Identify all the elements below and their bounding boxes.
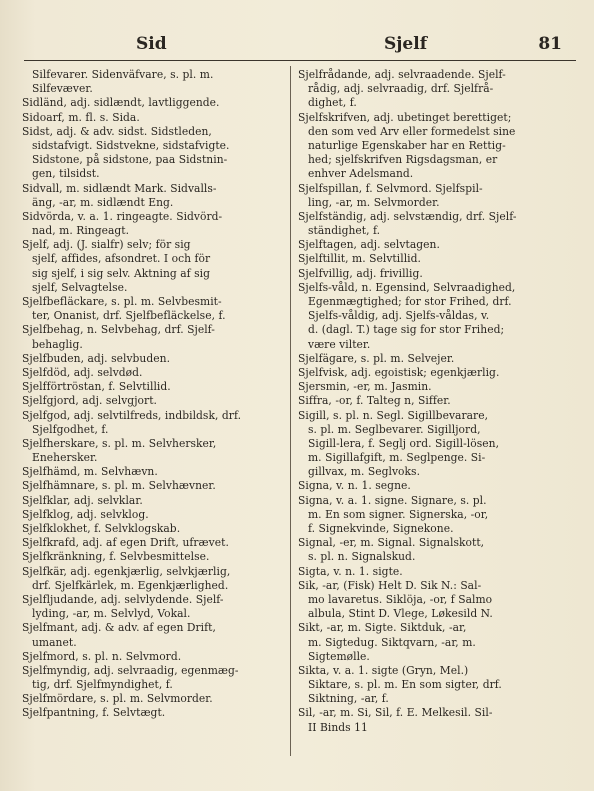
dictionary-line: Sjersmin, -er, m. Jasmin.	[298, 380, 432, 394]
dictionary-line: Siktare, s. pl. m. En som sigter, drf.	[308, 678, 502, 692]
header-rule	[24, 60, 576, 61]
column-divider	[290, 66, 291, 756]
dictionary-line: nad, m. Ringeagt.	[32, 224, 130, 238]
dictionary-line: være vilter.	[308, 337, 371, 351]
dictionary-line: Sjelfbehag, n. Selvbehag, drf. Sjelf-	[22, 323, 215, 337]
page-header	[24, 34, 576, 54]
dictionary-line: sidstafvigt. Sidstvekne, sidstafvigte.	[32, 138, 230, 152]
dictionary-line: Sjelfhämd, m. Selvhævn.	[22, 465, 158, 479]
dictionary-line: enhver Adelsmand.	[308, 167, 414, 181]
dictionary-line: Sjelfmördare, s. pl. m. Selvmorder.	[22, 692, 213, 706]
dictionary-line: Sjelfklar, adj. selvklar.	[22, 493, 143, 507]
dictionary-line: rådig, adj. selvraadig, drf. Sjelfrå-	[308, 82, 494, 96]
dictionary-line: f. Signekvinde, Signekone.	[308, 522, 454, 535]
dictionary-line: umanet.	[32, 635, 77, 649]
dictionary-line: hed; sjelfskrifven Rigsdagsman, er	[308, 153, 498, 167]
dictionary-line: Sjelfs-våldig, adj. Sjelfs-våldas, v.	[308, 309, 490, 323]
dictionary-line: Sjelfmord, s. pl. n. Selvmord.	[22, 649, 182, 663]
dictionary-line: tig, drf. Sjelfmyndighet, f.	[32, 678, 173, 692]
dictionary-line: Siffra, -or, f. Talteg n, Siffer.	[298, 394, 451, 408]
dictionary-line: Sjelfmyndig, adj. selvraadig, egenmæg-	[22, 663, 239, 677]
dictionary-line: Sjelfdöd, adj. selvdød.	[22, 365, 143, 379]
dictionary-line: Sjelfbuden, adj. selvbuden.	[22, 351, 171, 365]
header-middle-word: Sjelf	[384, 34, 428, 54]
dictionary-line: Sjelftillit, m. Selvtillid.	[298, 252, 421, 266]
dictionary-line: Sjelfkär, adj. egenkjærlig, selvkjærlig,	[22, 564, 231, 578]
dictionary-line: d. (dagl. T.) tage sig for stor Frihed;	[308, 323, 505, 337]
dictionary-line: Sjelfspillan, f. Selvmord. Sjelfspil-	[298, 181, 483, 195]
dictionary-line: m. Sigtedug. Siktqvarn, -ar, m.	[308, 635, 476, 649]
dictionary-line: sjelf, affides, afsondret. I och för	[32, 252, 211, 266]
dictionary-line: Sjelfbefläckare, s. pl. m. Selvbesmit-	[22, 295, 222, 308]
dictionary-line: Sidoarf, m. fl. s. Sida.	[22, 110, 140, 124]
dictionary-line: Sidvall, m. sidlændt Mark. Sidvalls-	[22, 181, 217, 195]
dictionary-line: gen, tilsidst.	[32, 167, 100, 181]
dictionary-line: Signal, -er, m. Signal. Signalskott,	[298, 536, 485, 550]
dictionary-line: Sjelfklog, adj. selvklog.	[22, 507, 149, 521]
right-column	[298, 68, 574, 735]
dictionary-line: Sidvörda, v. a. 1. ringeagte. Sidvörd-	[22, 209, 223, 223]
dictionary-line: Sjelfvisk, adj. egoistisk; egenkjærlig.	[298, 365, 500, 379]
dictionary-line: Sjelf, adj. (J. sialfr) selv; för sig	[22, 238, 191, 252]
dictionary-line: lyding, -ar, m. Selvlyd, Vokal.	[32, 607, 191, 621]
dictionary-line: Signa, v. n. 1. segne.	[298, 479, 411, 493]
dictionary-line: behaglig.	[32, 337, 83, 351]
dictionary-line: s. pl. n. Signalskud.	[308, 550, 416, 564]
dictionary-line: äng, -ar, m. sidlændt Eng.	[32, 195, 174, 209]
dictionary-line: ling, -ar, m. Selvmorder.	[308, 195, 440, 209]
dictionary-line: Sjelftagen, adj. selvtagen.	[298, 238, 440, 252]
dictionary-line: Siktning, -ar, f.	[308, 692, 389, 706]
dictionary-line: Sigill, s. pl. n. Segl. Sigillbevarare,	[298, 408, 489, 422]
dictionary-line: Sikt, -ar, m. Sigte. Siktduk, -ar,	[298, 621, 467, 635]
dictionary-line: m. Sigillafgift, m. Seglpenge. Si-	[308, 451, 486, 465]
dictionary-line: albula, Stint D. Vlege, Løkesild N.	[308, 607, 493, 621]
dictionary-line: ständighet, f.	[308, 224, 381, 238]
dictionary-line: Sjelfklokhet, f. Selvklogskab.	[22, 522, 181, 535]
dictionary-line: ter, Onanist, drf. Sjelfbefläckelse, f.	[32, 309, 226, 323]
dictionary-line: gillvax, m. Seglvoks.	[308, 465, 421, 479]
dictionary-line: Enehersker.	[32, 451, 98, 465]
dictionary-line: Sigill-lera, f. Seglj ord. Sigill-lösen,	[308, 436, 500, 450]
dictionary-line: Sjelfgod, adj. selvtilfreds, indbildsk, drf.	[22, 408, 242, 422]
dictionary-line: den som ved Arv eller formedelst sine	[308, 124, 516, 138]
dictionary-line: naturlige Egenskaber har en Rettig-	[308, 138, 506, 152]
dictionary-line: Sjelfs-våld, n. Egensind, Selvraadighed,	[298, 280, 516, 294]
dictionary-line: Sik, -ar, (Fisk) Helt D. Sik N.: Sal-	[298, 578, 482, 592]
dictionary-line: Sjelfmant, adj. & adv. af egen Drift,	[22, 621, 216, 635]
dictionary-line: Sjelfständig, adj. selvstændig, drf. Sjelf-	[298, 209, 517, 223]
dictionary-line: dighet, f.	[308, 96, 357, 110]
page-number: 81	[538, 34, 562, 54]
dictionary-line: Silfevarer. Sidenväfvare, s. pl. m.	[32, 68, 214, 81]
dictionary-line: Egenmægtighed; for stor Frihed, drf.	[308, 295, 512, 308]
dictionary-line: Sjelfvillig, adj. frivillig.	[298, 266, 423, 280]
dictionary-line: m. En som signer. Signerska, -or,	[308, 507, 489, 521]
dictionary-line: II Binds 11	[308, 720, 368, 734]
dictionary-line: Sigtemølle.	[308, 649, 370, 663]
dictionary-line: Sigta, v. n. 1. sigte.	[298, 564, 403, 578]
dictionary-line: Sikta, v. a. 1. sigte (Gryn, Mel.)	[298, 663, 469, 677]
dictionary-line: Sidländ, adj. sidlændt, lavtliggende.	[22, 96, 220, 110]
dictionary-line: sjelf, Selvagtelse.	[32, 280, 128, 294]
dictionary-line: Sjelfkränkning, f. Selvbesmittelse.	[22, 550, 210, 564]
dictionary-line: mo lavaretus. Siklöja, -or, f Salmo	[308, 592, 493, 606]
dictionary-line: Sjelfrådande, adj. selvraadende. Sjelf-	[298, 68, 506, 81]
dictionary-line: Sjelfgjord, adj. selvgjort.	[22, 394, 157, 408]
dictionary-line: Sjelfherskare, s. pl. m. Selvhersker,	[22, 436, 217, 450]
dictionary-line: s. pl. m. Seglbevarer. Sigilljord,	[308, 422, 481, 436]
dictionary-line: Sjelfpantning, f. Selvtægt.	[22, 706, 166, 720]
dictionary-line: Signa, v. a. 1. signe. Signare, s. pl.	[298, 493, 487, 507]
dictionary-line: drf. Sjelfkärlek, m. Egenkjærlighed.	[32, 578, 229, 592]
dictionary-line: Silfevæver.	[32, 82, 93, 96]
left-column	[22, 68, 287, 721]
header-left-word: Sid	[136, 34, 167, 54]
dictionary-line: Sjelfgodhet, f.	[32, 422, 109, 436]
dictionary-line: Sil, -ar, m. Si, Sil, f. E. Melkesil. Sil-	[298, 706, 493, 720]
dictionary-line: Sidst, adj. & adv. sidst. Sidstleden,	[22, 124, 212, 138]
dictionary-line: sig sjelf, i sig selv. Aktning af sig	[32, 266, 211, 280]
dictionary-line: Sjelfljudande, adj. selvlydende. Sjelf-	[22, 592, 224, 606]
dictionary-line: Sjelfägare, s. pl. m. Selvejer.	[298, 351, 455, 365]
dictionary-line: Sjelfhämnare, s. pl. m. Selvhævner.	[22, 479, 216, 493]
dictionary-line: Sjelfkrafd, adj. af egen Drift, ufrævet.	[22, 536, 229, 550]
dictionary-line: Sjelfskrifven, adj. ubetinget berettiget;	[298, 110, 512, 124]
dictionary-line: Sjelfförtröstan, f. Selvtillid.	[22, 380, 171, 394]
dictionary-line: Sidstone, på sidstone, paa Sidstnin-	[32, 153, 228, 167]
